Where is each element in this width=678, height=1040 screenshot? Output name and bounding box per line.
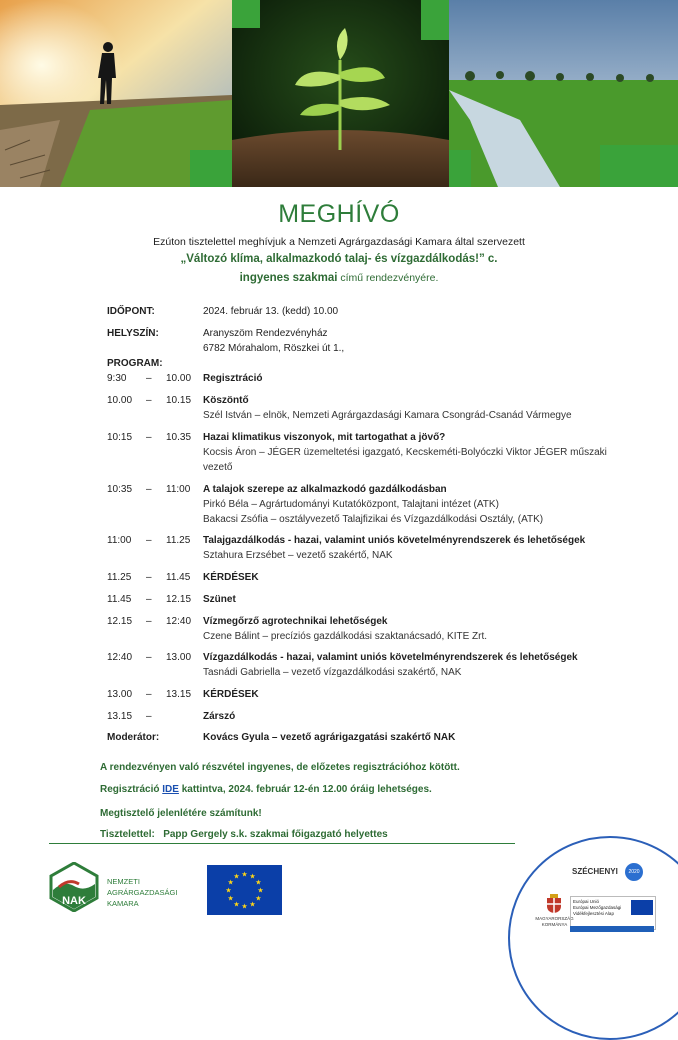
time-separator: – — [146, 594, 152, 605]
intro-suffix: című rendezvényére. — [337, 272, 439, 284]
program-label: PROGRAM: — [107, 358, 163, 369]
program-speaker: Sztahura Erzsébet – vezető szakértő, NAK — [203, 550, 393, 561]
program-end-time: 11.45 — [166, 572, 191, 583]
eu-star-icon: ★ — [241, 871, 248, 879]
gov-text-line2: KORMÁNYA — [541, 922, 568, 927]
program-end-time: 10.35 — [166, 432, 192, 443]
registration-link[interactable]: IDE — [162, 784, 179, 795]
eu-fund-box — [570, 896, 656, 930]
eu-star-icon: ★ — [227, 879, 234, 887]
szechenyi-badge — [508, 836, 678, 1040]
program-end-time: 10.00 — [166, 373, 192, 384]
program-title: Vízgazdálkodás - hazai, valamint uniós követelményrendszerek és lehetőségek — [203, 652, 578, 663]
program-end-time: 13.15 — [166, 689, 192, 700]
nak-name-line2: AGRÁRGAZDASÁGI — [107, 888, 178, 897]
program-start-time: 10:15 — [107, 432, 133, 443]
eu-star-icon: ★ — [255, 895, 262, 903]
program-end-time: 12.15 — [166, 594, 192, 605]
program-start-time: 12.15 — [107, 616, 133, 627]
eu-star-icon: ★ — [233, 901, 240, 909]
gov-text-line1: MAGYARORSZÁG — [535, 916, 574, 921]
nak-name-line3: KAMARA — [107, 899, 139, 908]
time-separator: – — [146, 711, 152, 722]
regards-label: Tisztelettel: — [100, 829, 155, 840]
program-start-time: 12:40 — [107, 652, 133, 663]
registration-prefix: Regisztráció — [100, 784, 163, 795]
moderator-value: Kovács Gyula – vezető agrárigazgatási szakértő NAK — [203, 732, 456, 743]
program-speaker: vezető — [203, 462, 233, 473]
time-separator: – — [146, 373, 152, 384]
program-title: Köszöntő — [203, 395, 249, 406]
program-title: Talajgazdálkodás - hazai, valamint uniós követelményrendszerek és lehetőségek — [203, 535, 586, 546]
regards-line — [100, 829, 388, 840]
szechenyi-label: SZÉCHENYI — [572, 867, 618, 876]
nak-name-line1: NEMZETI — [107, 877, 140, 886]
program-speaker: Czene Bálint – precíziós gazdálkodási szaktanácsadó, KITE Zrt. — [203, 631, 488, 642]
program-start-time: 13.15 — [107, 711, 133, 722]
eu-fund-line2: Európai Mezőgazdasági — [573, 905, 622, 910]
program-start-time: 11.45 — [107, 594, 132, 605]
page-title: MEGHÍVÓ — [278, 200, 400, 228]
eu-star-icon: ★ — [255, 879, 262, 887]
program-title: KÉRDÉSEK — [203, 689, 259, 700]
header-banner — [0, 0, 678, 187]
registration-suffix: kattintva, 2024. február 12-én 12.00 óráig lehetséges. — [178, 784, 432, 795]
eu-fund-line1: Európai Unió — [573, 899, 600, 904]
intro-line: Ezúton tisztelettel meghívjuk a Nemzeti Agrárgazdasági Kamara által szervezett — [153, 236, 525, 248]
program-end-time: 11.25 — [166, 535, 191, 546]
program-start-time: 11.25 — [107, 572, 132, 583]
program-speaker: Bakacsi Zsófia – osztályvezető Talajfizikai és Vízgazdálkodási Osztály, (ATK) — [203, 514, 544, 525]
time-separator: – — [146, 616, 152, 627]
program-start-time: 13.00 — [107, 689, 133, 700]
footer-divider — [49, 843, 515, 844]
time-separator: – — [146, 484, 152, 495]
program-title: Szünet — [203, 594, 236, 605]
program-end-time: 12:40 — [166, 616, 192, 627]
participation-note: A rendezvényen való részvétel ingyenes, de előzetes regisztrációhoz kötött. — [100, 762, 460, 773]
time-value: 2024. február 13. (kedd) 10.00 — [203, 306, 339, 317]
program-end-time: 11:00 — [166, 484, 191, 495]
time-separator: – — [146, 689, 152, 700]
program-start-time: 11:00 — [107, 535, 132, 546]
nak-name — [107, 876, 177, 909]
eu-star-icon: ★ — [257, 887, 264, 895]
eu-mini-flag-icon — [631, 900, 653, 915]
program-speaker: Pirkó Béla – Agrártudományi Kutatóközpont, Talajtani intézet (ATK) — [203, 499, 499, 510]
event-title: „Változó klíma, alkalmazkodó talaj- és vízgazdálkodás!” c. — [180, 253, 498, 265]
regards-name: Papp Gergely s.k. szakmai főigazgató helyettes — [163, 829, 388, 840]
eu-star-icon: ★ — [249, 901, 256, 909]
eu-fund-bar — [570, 926, 654, 932]
eu-flag-icon — [207, 865, 282, 915]
program-start-time: 10.00 — [107, 395, 133, 406]
intro-free-label: ingyenes szakmai — [239, 272, 338, 284]
registration-note — [100, 784, 432, 795]
eu-star-icon: ★ — [225, 887, 232, 895]
eu-star-icon: ★ — [227, 895, 234, 903]
time-separator: – — [146, 395, 152, 406]
eu-fund-line3: Vidékfejlesztési Alap — [573, 911, 614, 916]
time-separator: – — [146, 572, 152, 583]
program-start-time: 10:35 — [107, 484, 133, 495]
program-title: Zárszó — [203, 711, 236, 722]
program-title: Vízmegőrző agrotechnikai lehetőségek — [203, 616, 388, 627]
time-separator: – — [146, 652, 152, 663]
program-speaker: Szél István – elnök, Nemzeti Agrárgazdasági Kamara Csongrád-Csanád Vármegye — [203, 410, 572, 421]
szechenyi-year-icon: 2020 — [625, 863, 643, 881]
hungary-coat-icon — [545, 894, 563, 914]
program-speaker: Kocsis Áron – JÉGER üzemeltetési igazgató, Kecskeméti-Bolyóczki Viktor JÉGER műszaki — [203, 447, 607, 458]
intro-line-3 — [0, 272, 678, 284]
place-name: Aranyszöm Rendezvényház — [203, 328, 328, 339]
place-label: HELYSZÍN: — [107, 328, 159, 339]
eu-star-icon: ★ — [249, 873, 256, 881]
nak-logo-text: NAK — [62, 895, 86, 907]
time-separator: – — [146, 535, 152, 546]
eu-star-icon: ★ — [233, 873, 240, 881]
time-separator: – — [146, 432, 152, 443]
time-label: IDŐPONT: — [107, 306, 155, 317]
program-title: KÉRDÉSEK — [203, 572, 259, 583]
program-title: Hazai klimatikus viszonyok, mit tartogathat a jövő? — [203, 432, 446, 443]
closing-note: Megtisztelő jelenlétére számítunk! — [100, 808, 262, 819]
program-speaker: Tasnádi Gabriella – vezető vízgazdálkodási szakértő, NAK — [203, 667, 462, 678]
program-title: Regisztráció — [203, 373, 263, 384]
nak-logo — [49, 862, 99, 912]
program-title: A talajok szerepe az alkalmazkodó gazdálkodásban — [203, 484, 447, 495]
program-end-time: 10.15 — [166, 395, 192, 406]
eu-star-icon: ★ — [241, 903, 248, 911]
moderator-label: Moderátor: — [107, 732, 160, 743]
program-end-time: 13.00 — [166, 652, 192, 663]
place-address: 6782 Mórahalom, Röszkei út 1., — [203, 343, 345, 354]
program-start-time: 9:30 — [107, 373, 127, 384]
